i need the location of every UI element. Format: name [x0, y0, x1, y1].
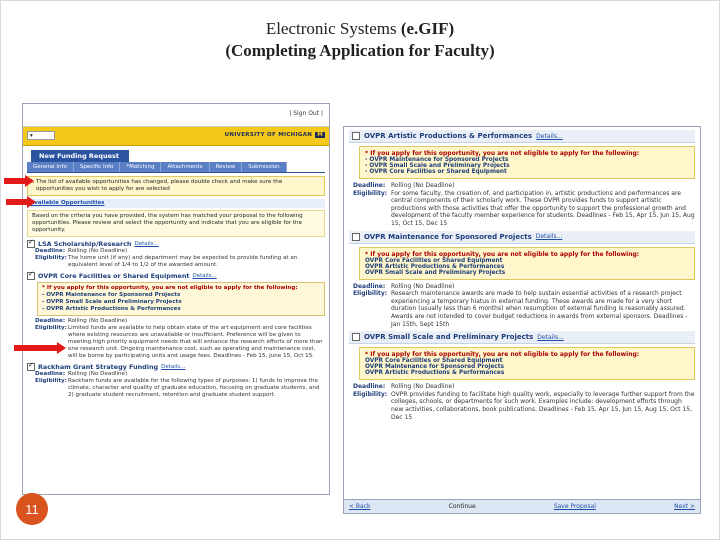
title-line2: (Completing Application for Faculty) — [225, 41, 495, 60]
ineligible-note: * If you apply for this opportunity, you are not eligible to apply for the following: — [365, 250, 640, 258]
save-proposal-button[interactable]: Save Proposal — [553, 503, 596, 510]
details-link[interactable]: Details... — [192, 273, 217, 279]
slide-title — [0, 18, 720, 62]
opportunity-title: OVPR Maintenance for Sponsored Projects — [364, 232, 532, 241]
available-opportunities-heading[interactable]: Available Opportunities — [27, 199, 325, 208]
eligibility-value: OVPR provides funding to facilitate high quality work, especially to leverage further support from the colleges, schools, or departments for such work. Examples include: development efforts through new activities, collaborations, book publications. Deadlines - Feb 15, Apr 15, Jun 15, Aug 15, Oct 15, Dec 15 — [391, 390, 695, 421]
tab-attachments[interactable]: Attachments — [161, 162, 209, 172]
eligibility-value: Research maintenance awards are made to help sustain essential activities of a research project experiencing a temporary hiatus in external funding. These awards are made for a very short duration (usually less than 6 months) when resumption of external funding is reasonably assured. Awards are not intended to cover budget reductions in awards from external sponsors. Deadlines - Jan 15th, Sept 15th — [391, 290, 688, 328]
ineligible-item: OVPR Core Facilities or Shared Equipment — [365, 257, 503, 264]
university-mark: M — [317, 132, 323, 138]
ineligible-note: * If you apply for this opportunity, you are not eligible to apply for the following: — [365, 351, 640, 359]
tab-submission[interactable]: Submission — [242, 162, 286, 172]
criteria-text: Based on the criteria you have provided, the system has matched your proposal to the following opportunities. Please review and select the opportunity and indicate that you are eligible for the opportunity. — [27, 210, 325, 237]
details-link[interactable]: Details... — [535, 233, 563, 241]
ineligible-item: - OVPR Maintenance for Sponsored Projects — [42, 292, 181, 298]
opportunity-checkbox[interactable] — [27, 272, 35, 280]
ineligible-note: * If you apply for this opportunity, you are not eligible to apply for the following: — [365, 150, 640, 157]
ineligible-box — [359, 347, 695, 380]
details-link[interactable]: Details... — [536, 132, 563, 140]
right-screenshot — [343, 126, 701, 514]
university-logo: UNIVERSITY OF MICHIGAN M — [224, 132, 323, 138]
ineligible-item: - OVPR Core Facilities or Shared Equipment — [365, 169, 507, 175]
ineligible-item: OVPR Artistic Productions & Performances — [365, 370, 505, 377]
nav-select[interactable]: ▾ — [27, 131, 55, 140]
title-line1: Electronic Systems — [265, 19, 401, 38]
page-number: 11 — [16, 493, 48, 525]
wizard-tabs — [27, 162, 325, 173]
tab-review[interactable]: Review — [210, 162, 243, 172]
tab-matching[interactable]: *Matching — [120, 162, 161, 172]
ineligible-note: * If you apply for this opportunity, you are not eligible to apply for the following: — [42, 285, 298, 291]
opportunity-lsa: ✓ LSA Scholarship/Research Details... Deadline: Rolling (No Deadline) Eligibility: The home unit (if any) and department may be expected to provide funding at an equivalent level of 1/4 to 1/2 of the awarded amount. — [27, 240, 325, 269]
details-link[interactable]: Details... — [134, 241, 159, 247]
deadline-value: Rolling (No Deadline) — [68, 248, 128, 254]
deadline-value: Rolling (No Deadline) — [68, 318, 128, 324]
left-screenshot — [22, 103, 330, 495]
eligibility-value: Limited funds are available to help obtain state of the art equipment and core facilities where existing resources are unavailable or insufficient. Preference will be given to meeting high priority equipment needs that will enhance the research efforts of more than one research unit. Ongoing maintenance cost, such as operating and maintenance cost, will be borne by participating units and usage fees. Deadlines - Feb 15, June 15, Oct 15. — [68, 325, 323, 359]
details-link[interactable]: Details... — [537, 333, 564, 341]
ineligible-item: OVPR Small Scale and Preliminary Projects — [365, 269, 506, 276]
opportunity-checkbox[interactable] — [27, 240, 35, 248]
deadline-value: Rolling (No Deadline) — [391, 182, 455, 189]
wizard-footer — [344, 499, 700, 513]
opportunity-checkbox[interactable] — [352, 333, 360, 341]
arrow-icon — [6, 196, 36, 208]
deadline-value: Rolling (No Deadline) — [391, 383, 455, 391]
deadline-value: Rolling (No Deadline) — [68, 371, 128, 377]
eligibility-value: For some faculty, the creation of, and participation in, artistic productions and performances are central components of their scholarly work. These OVPR provides funds to support artistic productions with those activities that offer the opportunity to support the professional growth and development of the faculty member experience for students. Deadlines - Feb 15, Apr 15, Jun 15, Aug 15, Oct 15, Dec 15 — [391, 189, 695, 227]
ineligible-item: - OVPR Artistic Productions & Performances — [42, 306, 181, 312]
opportunity-title: OVPR Core Facilities or Shared Equipment — [38, 272, 190, 280]
tab-specific-info[interactable]: Specific Info — [74, 162, 121, 172]
continue-label: Continue — [448, 503, 476, 510]
ineligible-item: - OVPR Maintenance for Sponsored Projects — [365, 157, 509, 163]
opportunity-rackham: ✓ Rackham Grant Strategy Funding Details... Deadline: Rolling (No Deadline) Eligibility: Rackham funds are available for the following types of purposes: 1) funds to improve the climate, character and quality of graduate education, focusing on graduate students, and 2) graduate student recruitment, retention and graduate student support. — [27, 363, 325, 399]
ineligible-item: OVPR Artistic Productions & Performances — [365, 263, 505, 270]
opportunity-small-scale: OVPR Small Scale and Preliminary Projects Details... * If you apply for this opportunity, you are not eligible to apply for the following: OVPR Core Facilities or Shared Equipment OVPR Maintenance for Sponsored Projects OVPR Artistic Productions & Performances Deadline: Rolling (No Deadline) Eligibility: OVPR provides funding to facilitate high quality work, especially to leverage further support from the colleges, schools, or departments for such work. Examples include: development efforts through new activities, collaborations, book publications. Deadlines - Feb 15, Apr 15, Jun 15, Aug 15, Oct 15, Dec 15 — [349, 331, 695, 421]
title-line1-bold: (e.GIF) — [400, 19, 455, 38]
arrow-icon — [14, 342, 68, 354]
opportunity-title: OVPR Small Scale and Preliminary Projects — [364, 333, 534, 342]
ineligible-box — [359, 247, 695, 280]
ineligible-item: OVPR Core Facilities or Shared Equipment — [365, 358, 503, 365]
deadline-value: Rolling (No Deadline) — [391, 282, 455, 290]
back-button[interactable]: < Back — [349, 503, 371, 510]
eligibility-value: Rackham funds are available for the following types of purposes: 1) funds to improve the climate, character and quality of graduate education, focusing on graduate students, and 2) graduate student recruitment, retention and graduate student support. — [68, 378, 320, 398]
opportunity-checkbox[interactable] — [352, 233, 360, 241]
details-link[interactable]: Details... — [161, 364, 186, 370]
arrow-icon — [4, 175, 34, 187]
opportunity-maintenance: OVPR Maintenance for Sponsored Projects Details... * If you apply for this opportunity, you are not eligible to apply for the following: OVPR Core Facilities or Shared Equipment OVPR Artistic Productions & Performances OVPR Small Scale and Preliminary Projects Deadline: Rolling (No Deadline) Eligibility: Research maintenance awards are made to help sustain essential activities of a research project experiencing a temporary hiatus in external funding. These awards are made for a very short duration (usually less than 6 months) when resumption of external funding is reasonably assured. Awards are not intended to cover budget reductions in awards from external sponsors. Deadlines - Jan 15th, Sept 15th — [349, 231, 695, 329]
university-band — [23, 127, 329, 146]
change-notice-text: The list of available opportunities has changed, please double check and make sure the opportunities you wish to apply for are selected — [36, 179, 283, 192]
ineligible-item: - OVPR Small Scale and Preliminary Projects — [42, 299, 182, 305]
opportunity-title: OVPR Artistic Productions & Performances — [364, 132, 533, 140]
opportunity-artistic: OVPR Artistic Productions & Performances Details... * If you apply for this opportunity, you are not eligible to apply for the following: - OVPR Maintenance for Sponsored Projects - OVPR Small Scale and Preliminary Projects - OVPR Core Facilities or Shared Equipment Deadline: Rolling (No Deadline) Eligibility: For some faculty, the creation of, and participation in, artistic productions and performances are central components of their scholarly work. These OVPR provides funds to support artistic productions with those activities that offer the opportunity to support the professional growth and development of the faculty member experience for students. Deadlines - Feb 15, Apr 15, Jun 15, Aug 15, Oct 15, Dec 15 — [349, 130, 695, 228]
opportunity-checkbox[interactable] — [352, 132, 360, 140]
warning-icon: ⚠ — [29, 178, 35, 185]
left-topbar — [23, 104, 329, 127]
tab-general-info[interactable]: General Info — [27, 162, 74, 172]
panel-title: New Funding Request — [31, 150, 129, 162]
ineligible-box — [359, 146, 695, 179]
opportunity-title: Rackham Grant Strategy Funding — [38, 363, 159, 371]
opportunity-title: LSA Scholarship/Research — [38, 240, 132, 248]
ineligible-item: - OVPR Small Scale and Preliminary Projects — [365, 163, 510, 169]
opportunity-core-facilities: ✓ OVPR Core Facilities or Shared Equipment Details... * If you apply for this opportunity, you are not eligible to apply for the following: - OVPR Maintenance for Sponsored Projects - OVPR Small Scale and Preliminary Projects - OVPR Artistic Productions & Performances Deadline: Rolling (No Deadline) Eligibility: Limited funds are available to help obtain state of the art equipment and core facilities where existing resources are unavailable or insufficient. Preference will be given to meeting high priority equipment needs that will enhance the research efforts of more than one research unit. Ongoing maintenance cost, such as operating and maintenance cost, will be borne by participating units and usage fees. Deadlines - Feb 15, June 15, Oct 15. — [27, 272, 325, 360]
change-notice — [27, 176, 325, 196]
ineligible-item: OVPR Maintenance for Sponsored Projects — [365, 364, 504, 371]
eligibility-value: The home unit (if any) and department may be expected to provide funding at an equivalent level of 1/4 to 1/2 of the awarded amount. — [68, 255, 298, 268]
ineligible-box — [37, 282, 325, 316]
sign-out-link[interactable]: | Sign Out | — [289, 110, 323, 117]
opportunity-checkbox[interactable] — [27, 363, 35, 371]
next-button[interactable]: Next > — [674, 503, 695, 510]
